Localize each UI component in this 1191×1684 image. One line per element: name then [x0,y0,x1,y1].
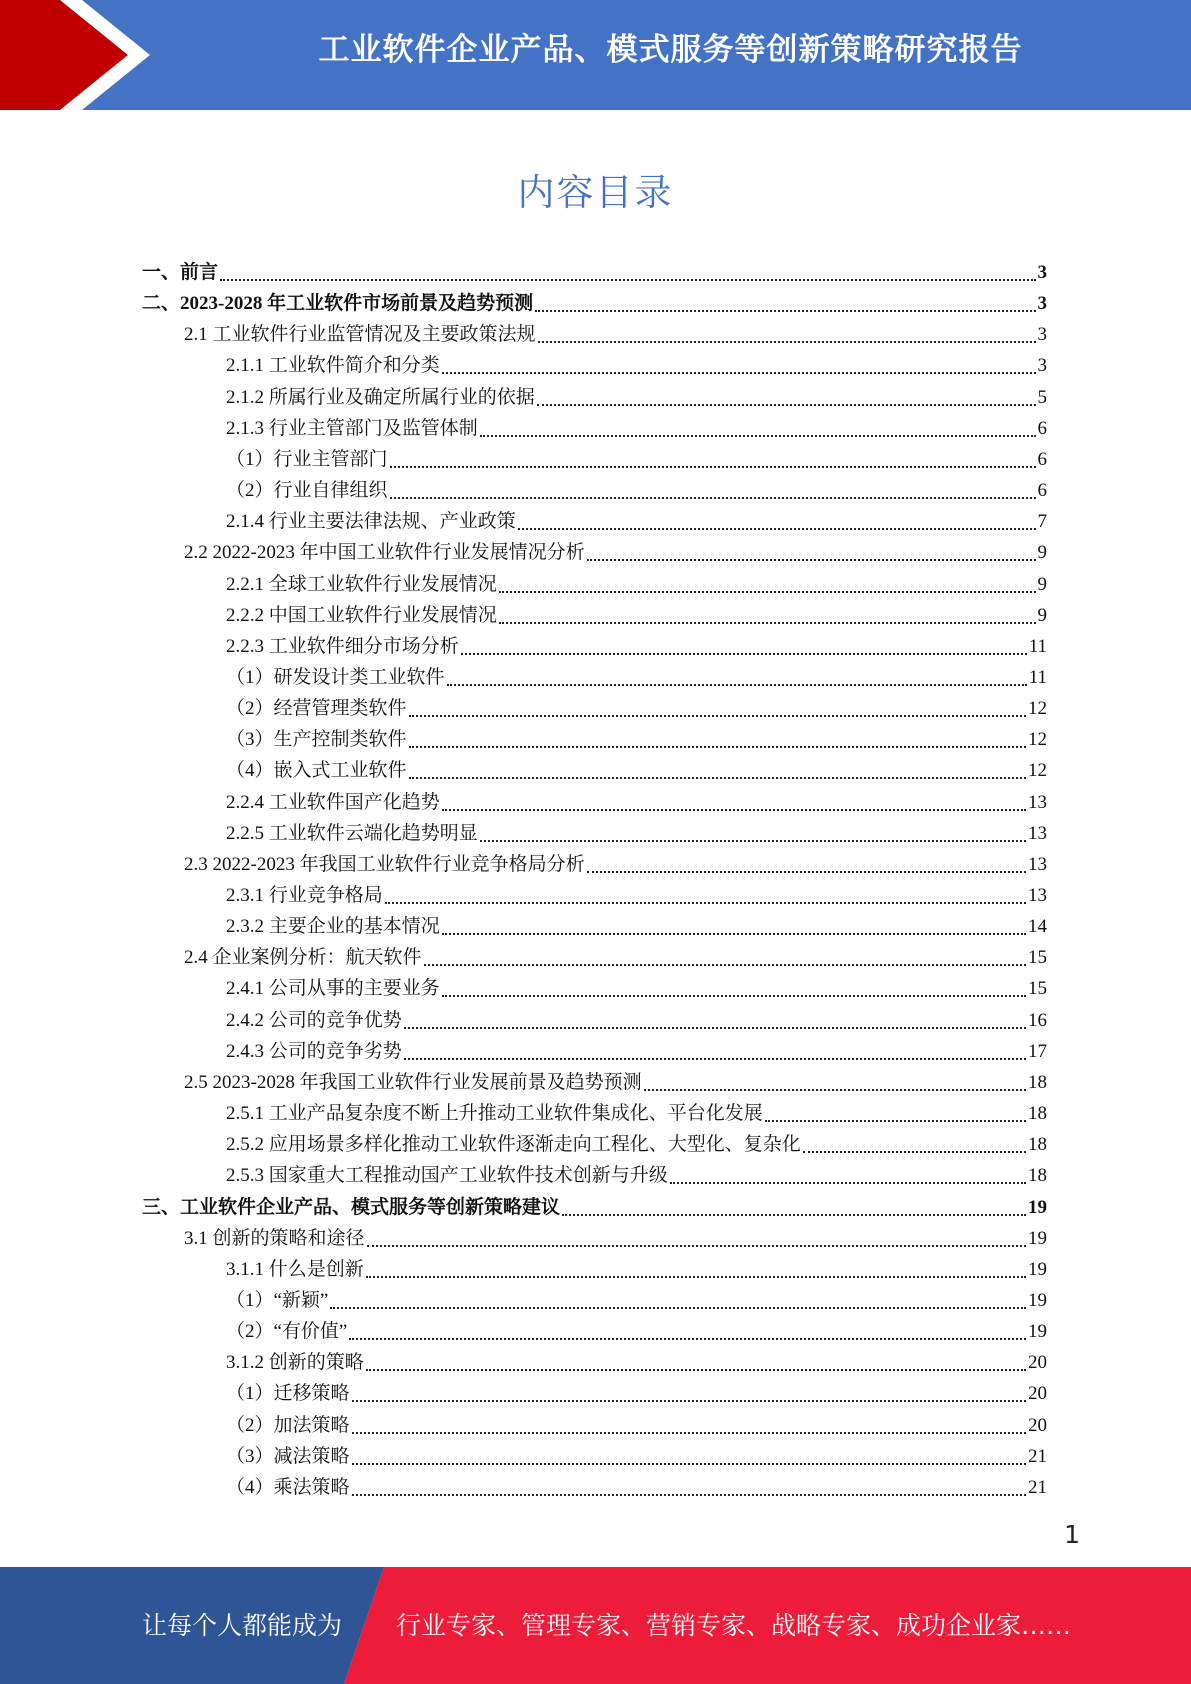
toc-entry[interactable] [142,254,1047,285]
toc-leader-dots [535,308,1035,312]
toc-entry[interactable] [226,441,1047,472]
toc-entry-page: 19 [1028,1227,1047,1249]
toc-entry-title: 2.2.4 工业软件国产化趋势 [226,791,440,813]
toc-entry-title: 三、工业软件企业产品、模式服务等创新策略建议 [142,1196,561,1218]
toc-entry-title: 2.1.3 行业主管部门及监管体制 [226,417,478,439]
toc-entry[interactable] [226,1469,1047,1500]
toc-entry[interactable] [226,970,1047,1001]
toc-leader-dots [518,526,1036,530]
toc-leader-dots [480,838,1026,842]
toc-entry[interactable] [226,1157,1047,1188]
toc-leader-dots [765,1118,1026,1122]
toc-leader-dots [352,1461,1026,1465]
toc-entry-page: 9 [1037,573,1047,595]
toc-entry-page: 3 [1037,355,1047,377]
toc-entry-title: 2.1 工业软件行业监管情况及主要政策法规 [184,324,536,346]
toc-entry-page: 19 [1028,1289,1047,1311]
toc-leader-dots [349,1336,1026,1340]
toc-entry[interactable] [226,1033,1047,1064]
toc-entry[interactable] [226,908,1047,939]
toc-leader-dots [447,682,1027,686]
toc-entry-page: 18 [1028,1071,1047,1093]
toc-entry-title: 2.5.1 工业产品复杂度不断上升推动工业软件集成化、平台化发展 [226,1103,763,1125]
toc-entry[interactable] [184,939,1047,970]
toc-entry[interactable] [226,721,1047,752]
toc-entry-title: （2）经营管理类软件 [226,698,407,720]
toc-entry-page: 11 [1028,666,1047,688]
toc-entry[interactable] [226,1344,1047,1375]
toc-leader-dots [480,433,1036,437]
toc-leader-dots [442,931,1026,935]
toc-entry-title: 3.1.1 什么是创新 [226,1258,364,1280]
toc-entry-page: 19 [1028,1196,1047,1218]
toc-entry-title: 2.2 2022-2023 年中国工业软件行业发展情况分析 [184,542,585,564]
toc-entry[interactable] [184,1064,1047,1095]
header-red-chevron [0,0,128,110]
toc-leader-dots [538,339,1036,343]
toc-entry-page: 13 [1028,853,1047,875]
toc-leader-dots [366,1274,1026,1278]
toc-entry-page: 20 [1028,1383,1047,1405]
toc-entry-page: 3 [1037,262,1047,283]
toc-entry-page: 9 [1037,604,1047,626]
toc-entry[interactable] [226,1282,1047,1313]
toc-entry[interactable] [184,846,1047,877]
toc-leader-dots [499,589,1036,593]
toc-entry[interactable] [226,1126,1047,1157]
toc-entry-title: 2.3.1 行业竞争格局 [226,885,383,906]
toc-leader-dots [670,1180,1026,1184]
footer-band [0,1567,1191,1684]
toc-leader-dots [644,1087,1026,1091]
toc-entry[interactable] [184,1220,1047,1251]
toc-entry-page: 12 [1028,729,1047,751]
toc-entry-title: （2）行业自律组织 [226,480,388,502]
toc-leader-dots [409,775,1026,779]
toc-entry-title: 一、前言 [142,262,219,283]
toc-entry[interactable] [226,877,1047,908]
toc-leader-dots [587,869,1026,873]
toc-leader-dots [537,402,1036,406]
toc-entry[interactable] [226,1438,1047,1469]
toc-entry[interactable] [226,784,1047,815]
toc-entry[interactable] [226,690,1047,721]
toc-entry-page: 18 [1028,1103,1047,1125]
toc-entry-title: （2）“有价值” [226,1321,348,1343]
toc-leader-dots [390,464,1036,468]
toc-entry[interactable] [226,659,1047,690]
toc-entry[interactable] [184,534,1047,565]
toc-leader-dots [562,1212,1026,1216]
toc-entry[interactable] [226,1407,1047,1438]
toc-entry-page: 21 [1028,1476,1047,1498]
toc-entry-page: 16 [1028,1009,1047,1031]
toc-leader-dots [366,1367,1026,1371]
toc-entry-page: 13 [1028,791,1047,813]
toc-leader-dots [442,993,1026,997]
toc-entry[interactable] [226,1313,1047,1344]
toc-entry-page: 20 [1028,1352,1047,1374]
toc-leader-dots [390,495,1036,499]
toc-entry-page: 12 [1028,760,1047,782]
toc-entry[interactable] [226,1095,1047,1126]
toc-entry-title: 3.1 创新的策略和途径 [184,1227,365,1249]
toc-entry-title: （1）行业主管部门 [226,448,388,470]
toc-entry-page: 9 [1037,542,1047,564]
toc-entry-title: 2.5.3 国家重大工程推动国产工业软件技术创新与升级 [226,1165,668,1187]
toc-entry-page: 19 [1028,1258,1047,1280]
toc-entry[interactable] [226,347,1047,378]
toc-entry[interactable] [226,628,1047,659]
toc-entry-page: 13 [1028,885,1047,906]
toc-entry-title: 2.1.1 工业软件简介和分类 [226,355,440,377]
toc-entry-title: 2.2.1 全球工业软件行业发展情况 [226,573,497,595]
toc-leader-dots [409,744,1026,748]
toc-entry-title: 2.2.5 工业软件云端化趋势明显 [226,822,478,844]
toc-leader-dots [442,807,1026,811]
toc-entry-page: 12 [1028,698,1047,720]
toc-leader-dots [352,1398,1026,1402]
toc-entry[interactable] [226,597,1047,628]
toc-entry-title: 2.5.2 应用场景多样化推动工业软件逐渐走向工程化、大型化、复杂化 [226,1134,801,1156]
toc-entry[interactable] [226,503,1047,534]
toc-entry[interactable] [226,752,1047,783]
toc-entry-page: 5 [1037,386,1047,408]
toc-entry[interactable] [226,1251,1047,1282]
toc-title: 内容目录 [517,171,674,214]
toc-leader-dots [352,1430,1026,1434]
toc-entry-title: （1）迁移策略 [226,1383,350,1405]
toc-leader-dots [803,1149,1026,1153]
toc-entry-page: 6 [1037,480,1047,502]
toc-entry-title: 2.4.1 公司从事的主要业务 [226,978,440,1000]
toc-entry-title: 2.1.2 所属行业及确定所属行业的依据 [226,386,535,408]
toc-entry-page: 7 [1037,511,1047,533]
toc-entry-title: 3.1.2 创新的策略 [226,1352,364,1374]
toc-entry[interactable] [226,566,1047,597]
toc-entry-page: 6 [1037,448,1047,470]
toc-entry-page: 21 [1028,1445,1047,1467]
footer-slogan-right: 行业专家、管理专家、营销专家、战略专家、成功企业家…… [396,1611,1072,1640]
toc-entry[interactable] [226,472,1047,503]
toc-leader-dots [220,277,1035,281]
toc-entry-title: （4）嵌入式工业软件 [226,760,407,782]
toc-leader-dots [409,713,1026,717]
toc-leader-dots [587,557,1036,561]
toc-entry-page: 15 [1028,978,1047,1000]
toc-entry-page: 17 [1028,1040,1047,1062]
toc-entry-page: 14 [1028,916,1047,938]
toc-entry[interactable] [226,379,1047,410]
page-number: 1 [1064,1520,1080,1549]
toc-leader-dots [352,1492,1026,1496]
toc-entry[interactable] [226,410,1047,441]
toc-entry-page: 3 [1037,324,1047,346]
toc-entry-title: （3）减法策略 [226,1445,350,1467]
toc-entry[interactable] [226,1375,1047,1406]
toc-entry-page: 18 [1028,1165,1047,1187]
toc-leader-dots [461,651,1027,655]
toc-entry[interactable] [142,285,1047,316]
footer-slogan-left: 让每个人都能成为 [142,1611,343,1640]
toc-entry-title: 2.3 2022-2023 年我国工业软件行业竞争格局分析 [184,853,585,875]
toc-entry-page: 6 [1037,417,1047,439]
toc-leader-dots [404,1025,1026,1029]
toc-entry-title: （1）“新颖” [226,1289,329,1311]
toc-entry-title: 2.5 2023-2028 年我国工业软件行业发展前景及趋势预测 [184,1071,642,1093]
toc-entry-page: 18 [1028,1134,1047,1156]
report-title: 工业软件企业产品、模式服务等创新策略研究报告 [318,32,1023,68]
toc-entry[interactable] [142,1189,1047,1220]
toc-entry-page: 3 [1037,293,1047,315]
toc-entry-title: 2.2.2 中国工业软件行业发展情况 [226,604,497,626]
toc-entry-page: 15 [1028,947,1047,969]
toc-entry-page: 20 [1028,1414,1047,1436]
toc-entry-title: （1）研发设计类工业软件 [226,666,445,688]
toc-entry-title: 2.3.2 主要企业的基本情况 [226,916,440,938]
toc-leader-dots [385,900,1026,904]
toc-entry-title: 二、2023-2028 年工业软件市场前景及趋势预测 [142,293,534,315]
toc-leader-dots [424,962,1026,966]
header-band [0,0,1191,110]
toc-leader-dots [404,1056,1026,1060]
toc-entry[interactable] [184,316,1047,347]
toc-entry-title: 2.1.4 行业主要法律法规、产业政策 [226,511,516,533]
toc-entry-page: 13 [1028,822,1047,844]
toc-leader-dots [442,370,1036,374]
toc-leader-dots [330,1305,1026,1309]
toc-entry-title: 2.4 企业案例分析：航天软件 [184,947,422,969]
toc-entry-title: 2.4.2 公司的竞争优势 [226,1009,402,1031]
toc-entry-title: 2.2.3 工业软件细分市场分析 [226,635,459,657]
toc-entry[interactable] [226,815,1047,846]
toc-entry-page: 11 [1028,635,1047,657]
toc-entry-page: 19 [1028,1321,1047,1343]
toc-entry-title: （2）加法策略 [226,1414,350,1436]
toc-entry-title: （3）生产控制类软件 [226,729,407,751]
toc-entry[interactable] [226,1002,1047,1033]
toc-entry-title: 2.4.3 公司的竞争劣势 [226,1040,402,1062]
toc-leader-dots [367,1243,1026,1247]
toc-leader-dots [499,620,1036,624]
toc-entry-title: （4）乘法策略 [226,1476,350,1498]
